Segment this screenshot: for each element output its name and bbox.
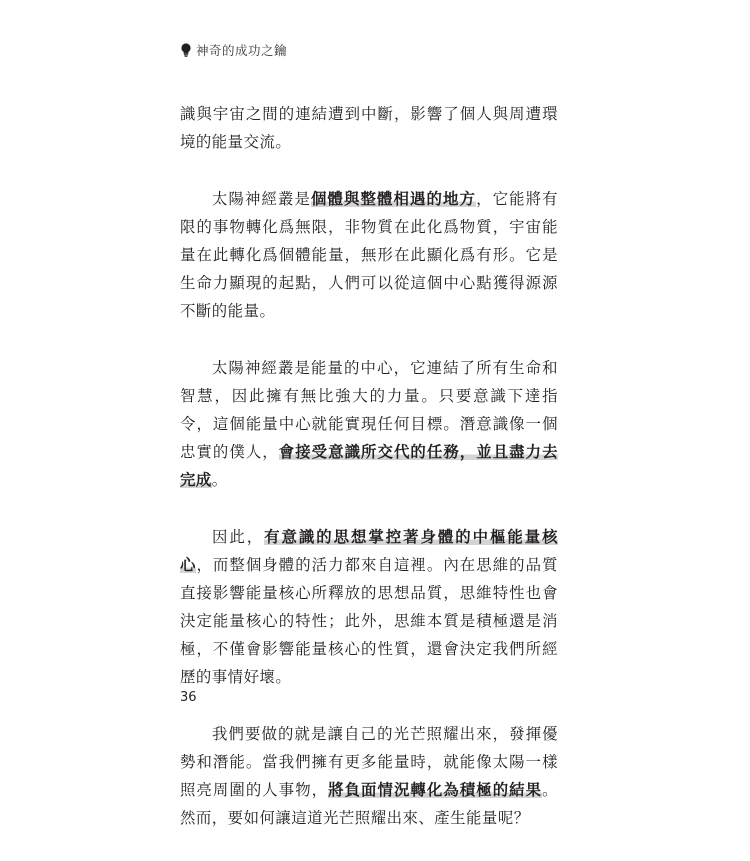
page-number: 36 (180, 690, 197, 705)
page-body (180, 100, 558, 861)
paragraph (180, 185, 558, 325)
running-header (180, 41, 287, 59)
paragraph (180, 100, 558, 156)
body-text: 太陽神經叢是 (212, 190, 312, 208)
body-text: 。 (211, 471, 228, 489)
body-text: 識與宇宙之間的連結遭到中斷，影響了個人與周遭環境的能量交流。 (180, 105, 558, 151)
highlighted-text: 有意識的思想掌控著身體的中樞能量核心 (180, 528, 558, 574)
paragraph (180, 523, 558, 691)
paragraph (180, 354, 558, 494)
highlighted-text: 會接受意識所交代的任務，並且盡力去完成 (180, 443, 558, 489)
highlighted-text: 將負面情況轉化為積極的結果 (328, 781, 543, 799)
highlighted-text: 個體與整體相遇的地方 (311, 190, 477, 208)
lightbulb-icon (180, 43, 192, 57)
book-title: 神奇的成功之鑰 (196, 43, 288, 58)
body-text: ，而整個身體的活力都來自這裡。內在思維的品質直接影響能量核心所釋放的思想品質，思維特性也會決定能量核心的特性；此外，思維本質是積極還是消極，不僅會影響能量核心的性質，還會決定我們所經歷的事情好壞。 (180, 556, 558, 686)
paragraph (180, 720, 558, 832)
body-text: 太陽神經叢是能量的中心，它連結了所有生命和智慧，因此擁有無比強大的力量。只要意識下達指令，這個能量中心就能實現任何目標。潛意識像一個忠實的僕人， (180, 359, 558, 461)
body-text: ，它能將有限的事物轉化爲無限，非物質在此化爲物質，宇宙能量在此轉化爲個體能量，無形在此顯化爲有形。它是生命力顯現的起點，人們可以從這個中心點獲得源源不斷的能量。 (180, 190, 558, 320)
body-text: 我們要做的就是讓自己的光芒照耀出來，發揮優勢和潛能。當我們擁有更多能量時，就能像太陽一樣照亮周圍的人事物， (180, 725, 558, 799)
body-text: 。然而，要如何讓這道光芒照耀出來、產生能量呢？ (180, 781, 558, 827)
body-text: 因此， (212, 528, 265, 546)
